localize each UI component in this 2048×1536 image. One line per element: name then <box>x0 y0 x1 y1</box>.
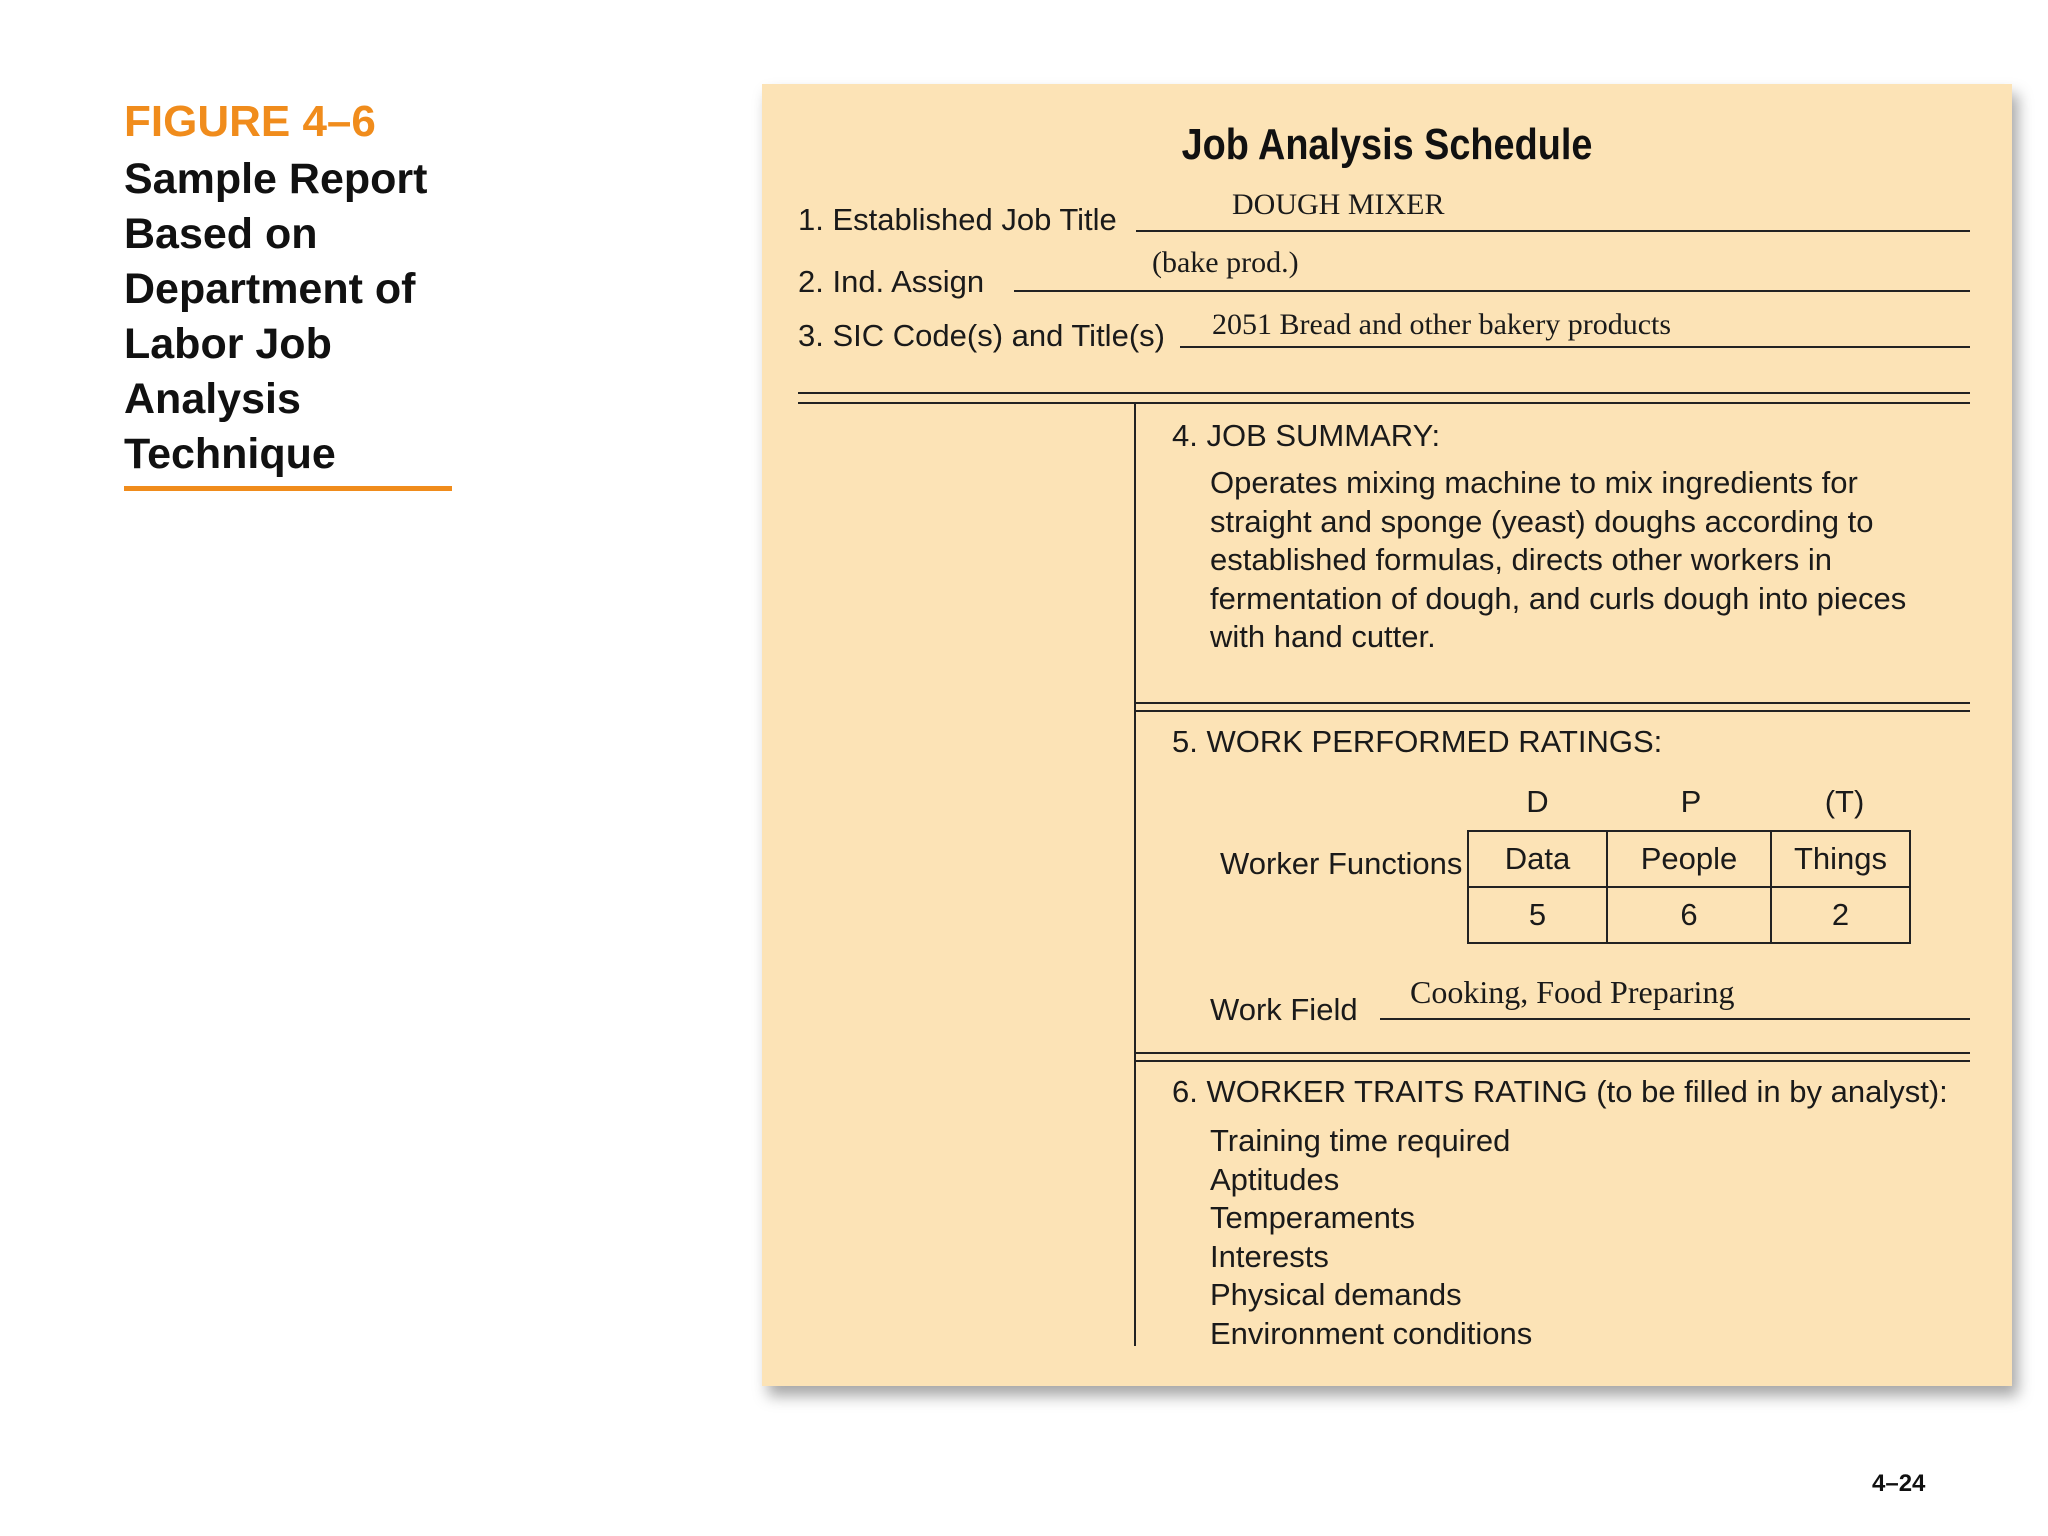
work-field-label: Work Field <box>1210 992 1358 1027</box>
worker-functions-table <box>1467 830 1911 944</box>
header-divider-top <box>798 392 1970 394</box>
table-row <box>1468 887 1910 943</box>
list-item: Physical demands <box>1210 1277 1462 1312</box>
list-item: Environment conditions <box>1210 1315 1533 1351</box>
worker-traits-list <box>1210 1122 1532 1353</box>
field-job-title-line <box>1136 230 1970 232</box>
letter-p: P <box>1680 784 1702 819</box>
value-data: 5 <box>1468 887 1607 943</box>
ratings-divider-top <box>1134 1052 1970 1054</box>
job-summary-text: Operates mixing machine to mix ingredients for straight and sponge (yeast) doughs according to established formulas, directs other workers in fermentation of dough, and curls dough into pieces with hand cutter. <box>1210 465 1907 654</box>
field-ind-assign-value: (bake prod.) <box>1152 246 1299 279</box>
value-people: 6 <box>1607 887 1771 943</box>
col-things: Things <box>1771 831 1910 887</box>
figure-underline <box>124 486 452 491</box>
field-ind-assign-label: 2. Ind. Assign <box>798 264 985 299</box>
field-job-title-label: 1. Established Job Title <box>798 202 1117 237</box>
header-divider-bottom <box>798 402 1970 404</box>
field-sic-label: 3. SIC Code(s) and Title(s) <box>798 318 1165 353</box>
work-performed-heading: 5. WORK PERFORMED RATINGS: <box>1172 724 1663 759</box>
list-item: Interests <box>1210 1238 1329 1274</box>
table-row <box>1468 831 1910 887</box>
figure-caption <box>124 98 464 491</box>
job-summary-heading: 4. JOB SUMMARY: <box>1172 418 1441 453</box>
field-sic-value: 2051 Bread and other bakery products <box>1212 308 1672 341</box>
col-data: Data <box>1468 831 1607 887</box>
field-ind-assign-line <box>1014 290 1970 292</box>
figure-title: Sample Report Based on Department of Labor Job Analysis Technique <box>124 155 428 479</box>
col-people: People <box>1607 831 1771 887</box>
list-item: Training time required <box>1210 1123 1511 1158</box>
letter-d: D <box>1526 784 1549 819</box>
schedule-title: Job Analysis Schedule <box>1181 120 1593 169</box>
work-field-line <box>1380 1018 1970 1020</box>
work-field-value: Cooking, Food Preparing <box>1410 974 1735 1010</box>
figure-label: FIGURE 4–6 <box>124 97 376 146</box>
list-item: Aptitudes <box>1210 1161 1340 1197</box>
column-divider <box>1134 404 1136 1346</box>
letter-t: (T) <box>1824 784 1865 819</box>
worker-functions-label: Worker Functions <box>1220 846 1463 881</box>
summary-divider-bottom <box>1134 710 1970 712</box>
page-number: 4–24 <box>1872 1470 1926 1497</box>
worker-traits-heading: 6. WORKER TRAITS RATING (to be filled in by analyst): <box>1172 1074 1948 1109</box>
field-job-title-value: DOUGH MIXER <box>1232 188 1445 221</box>
field-sic-line <box>1180 346 1970 348</box>
job-analysis-card <box>762 84 2012 1386</box>
ratings-divider-bottom <box>1134 1060 1970 1062</box>
list-item: Temperaments <box>1210 1200 1416 1235</box>
value-things: 2 <box>1771 887 1910 943</box>
summary-divider-top <box>1134 702 1970 704</box>
